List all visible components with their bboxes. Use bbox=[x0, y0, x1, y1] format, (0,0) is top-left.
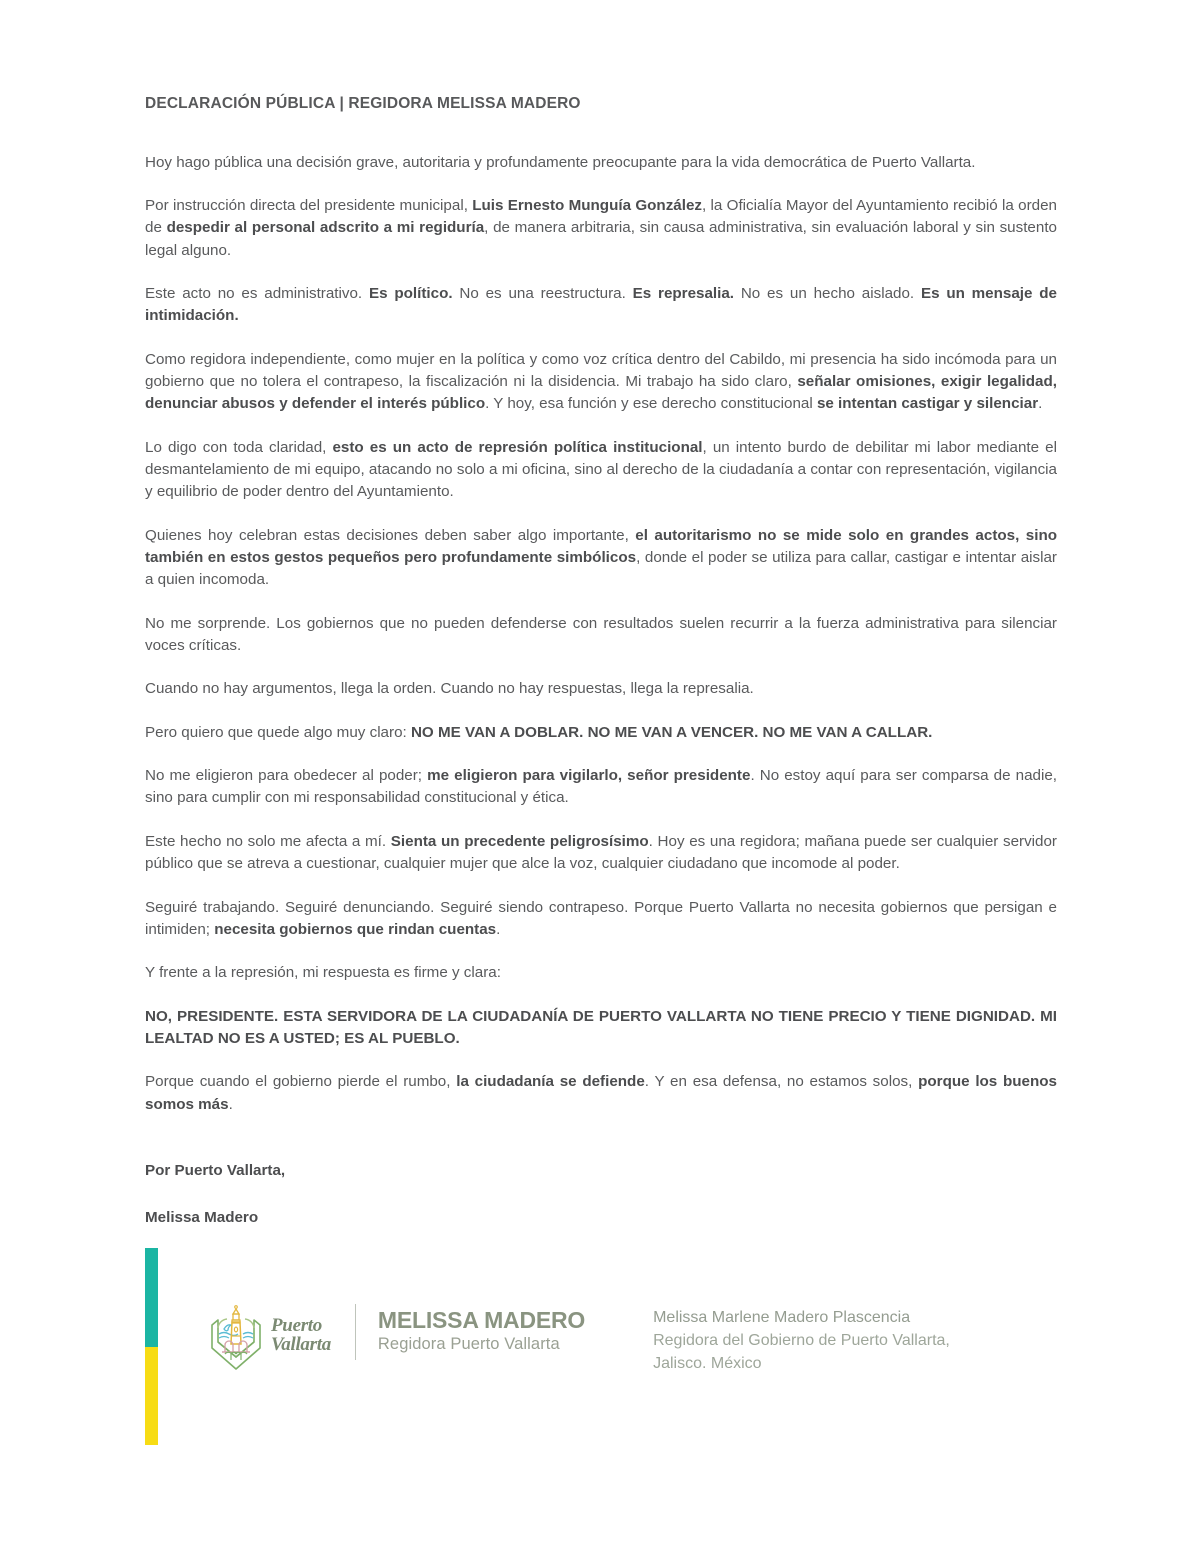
page-title: DECLARACIÓN PÚBLICA | REGIDORA MELISSA MADERO bbox=[145, 95, 581, 112]
body-paragraph: Lo digo con toda claridad, esto es un acto de represión política institucional, un intento burdo de debilitar mi labor mediante el desmantelamiento de mi equipo, atacando no solo a mi oficina, sino al derecho de la ciudadanía a contar con representación, vigilancia y equilibrio de poder dentro del Ayuntamiento. bbox=[145, 438, 1057, 501]
body-paragraph: Y frente a la represión, mi respuesta es firme y clara: bbox=[145, 964, 501, 982]
brand-name: MELISSA MADERO bbox=[377, 1307, 586, 1333]
body-paragraph: Hoy hago pública una decisión grave, autoritaria y profundamente preocupante para la vida democrática de Puerto Vallarta. bbox=[145, 153, 976, 171]
accent-bar-teal bbox=[145, 1248, 158, 1347]
document-footer bbox=[145, 1248, 1085, 1458]
document-content bbox=[145, 95, 1057, 1254]
body-paragraph: Quienes hoy celebran estas decisiones deben saber algo importante, el autoritarismo no se mide solo en grandes actos, sino también en estos gestos pequeños pero profundamente simbólicos, donde el poder se utiliza para callar, castigar e intentar aislar a quien incomoda. bbox=[145, 526, 1057, 589]
body-paragraph: Porque cuando el gobierno pierde el rumbo, la ciudadanía se defiende. Y en esa defensa, no estamos solos, porque los buenos somos más. bbox=[145, 1073, 1057, 1113]
body-paragraph: Cuando no hay argumentos, llega la orden. Cuando no hay respuestas, llega la represalia. bbox=[145, 680, 754, 698]
signature-name: Melissa Madero bbox=[145, 1209, 259, 1227]
body-paragraph: No me eligieron para obedecer al poder; me eligieron para vigilarlo, señor presidente. No estoy aquí para ser comparsa de nadie, sino para cumplir con mi responsabilidad constitucional y ética. bbox=[145, 767, 1058, 807]
body-paragraph: Este hecho no solo me afecta a mí. Sienta un precedente peligrosísimo. Hoy es una regidora; mañana puede ser cualquier servidor público que se atreva a cuestionar, cualquier mujer que alce la voz, cualquier ciudadano que incomode al poder. bbox=[145, 832, 1057, 873]
contact-role-line: Regidora del Gobierno de Puerto Vallarta, bbox=[653, 1332, 950, 1350]
puerto-vallarta-wordmark bbox=[271, 1316, 331, 1354]
puerto-vallarta-logo bbox=[205, 1296, 331, 1372]
brand-role: Regidora Puerto Vallarta bbox=[377, 1335, 560, 1354]
signature-closing: Por Puerto Vallarta, bbox=[145, 1161, 286, 1179]
puerto-vallarta-lighthouse-emblem bbox=[205, 1298, 267, 1372]
body-paragraph: Como regidora independiente, como mujer en la política y como voz crítica dentro del Cabildo, mi presencia ha sido incómoda para un gobierno que no tolera el contrapeso, la fiscalización ni la disidencia. Mi trabajo ha sido claro, señalar omisiones, exigir legalidad, denunciar abusos y defender el interés público. Y hoy, esa función y ese derecho constitucional se intentan castigar y silenciar. bbox=[145, 350, 1057, 413]
pv-wordmark-line1: Puerto bbox=[271, 1315, 322, 1336]
body-paragraph: Seguiré trabajando. Seguiré denunciando. Seguiré siendo contrapeso. Porque Puerto Vallarta no necesita gobiernos que persigan e intimiden; necesita gobiernos que rindan cuentas. bbox=[145, 898, 1057, 938]
accent-bar-yellow bbox=[145, 1347, 158, 1446]
contact-full-name: Melissa Marlene Madero Plascencia bbox=[653, 1309, 911, 1326]
body-paragraph: Por instrucción directa del presidente municipal, Luis Ernesto Munguía González, la Oficialía Mayor del Ayuntamiento recibió la orden de despedir al personal adscrito a mi regiduría, de manera arbitraria, sin causa administrativa, sin evaluación laboral y sin sustento legal alguno. bbox=[145, 196, 1057, 259]
pv-wordmark-line2: Vallarta bbox=[271, 1334, 331, 1355]
body-paragraph: Este acto no es administrativo. Es político. No es una reestructura. Es represalia. No es un hecho aislado. Es un mensaje de intimidación. bbox=[145, 284, 1057, 325]
brand-divider bbox=[355, 1304, 356, 1360]
signature-block bbox=[145, 1160, 1057, 1229]
body-paragraph: No me sorprende. Los gobiernos que no pueden defenderse con resultados suelen recurrir a la fuerza administrativa para silenciar voces críticas. bbox=[145, 614, 1057, 655]
document-body bbox=[145, 152, 1057, 1116]
melissa-madero-brand bbox=[378, 1296, 585, 1355]
footer-brand-row bbox=[205, 1296, 950, 1376]
accent-bar bbox=[145, 1248, 158, 1445]
body-paragraph: NO, PRESIDENTE. ESTA SERVIDORA DE LA CIUDADANÍA DE PUERTO VALLARTA NO TIENE PRECIO Y TIENE DIGNIDAD. MI LEALTAD NO ES A USTED; ES AL PUEBLO. bbox=[145, 1007, 1057, 1047]
body-paragraph: Pero quiero que quede algo muy claro: NO ME VAN A DOBLAR. NO ME VAN A VENCER. NO ME VAN A CALLAR. bbox=[145, 723, 933, 741]
contact-location-line: Jalisco. México bbox=[653, 1355, 762, 1373]
footer-contact-block bbox=[653, 1296, 950, 1376]
